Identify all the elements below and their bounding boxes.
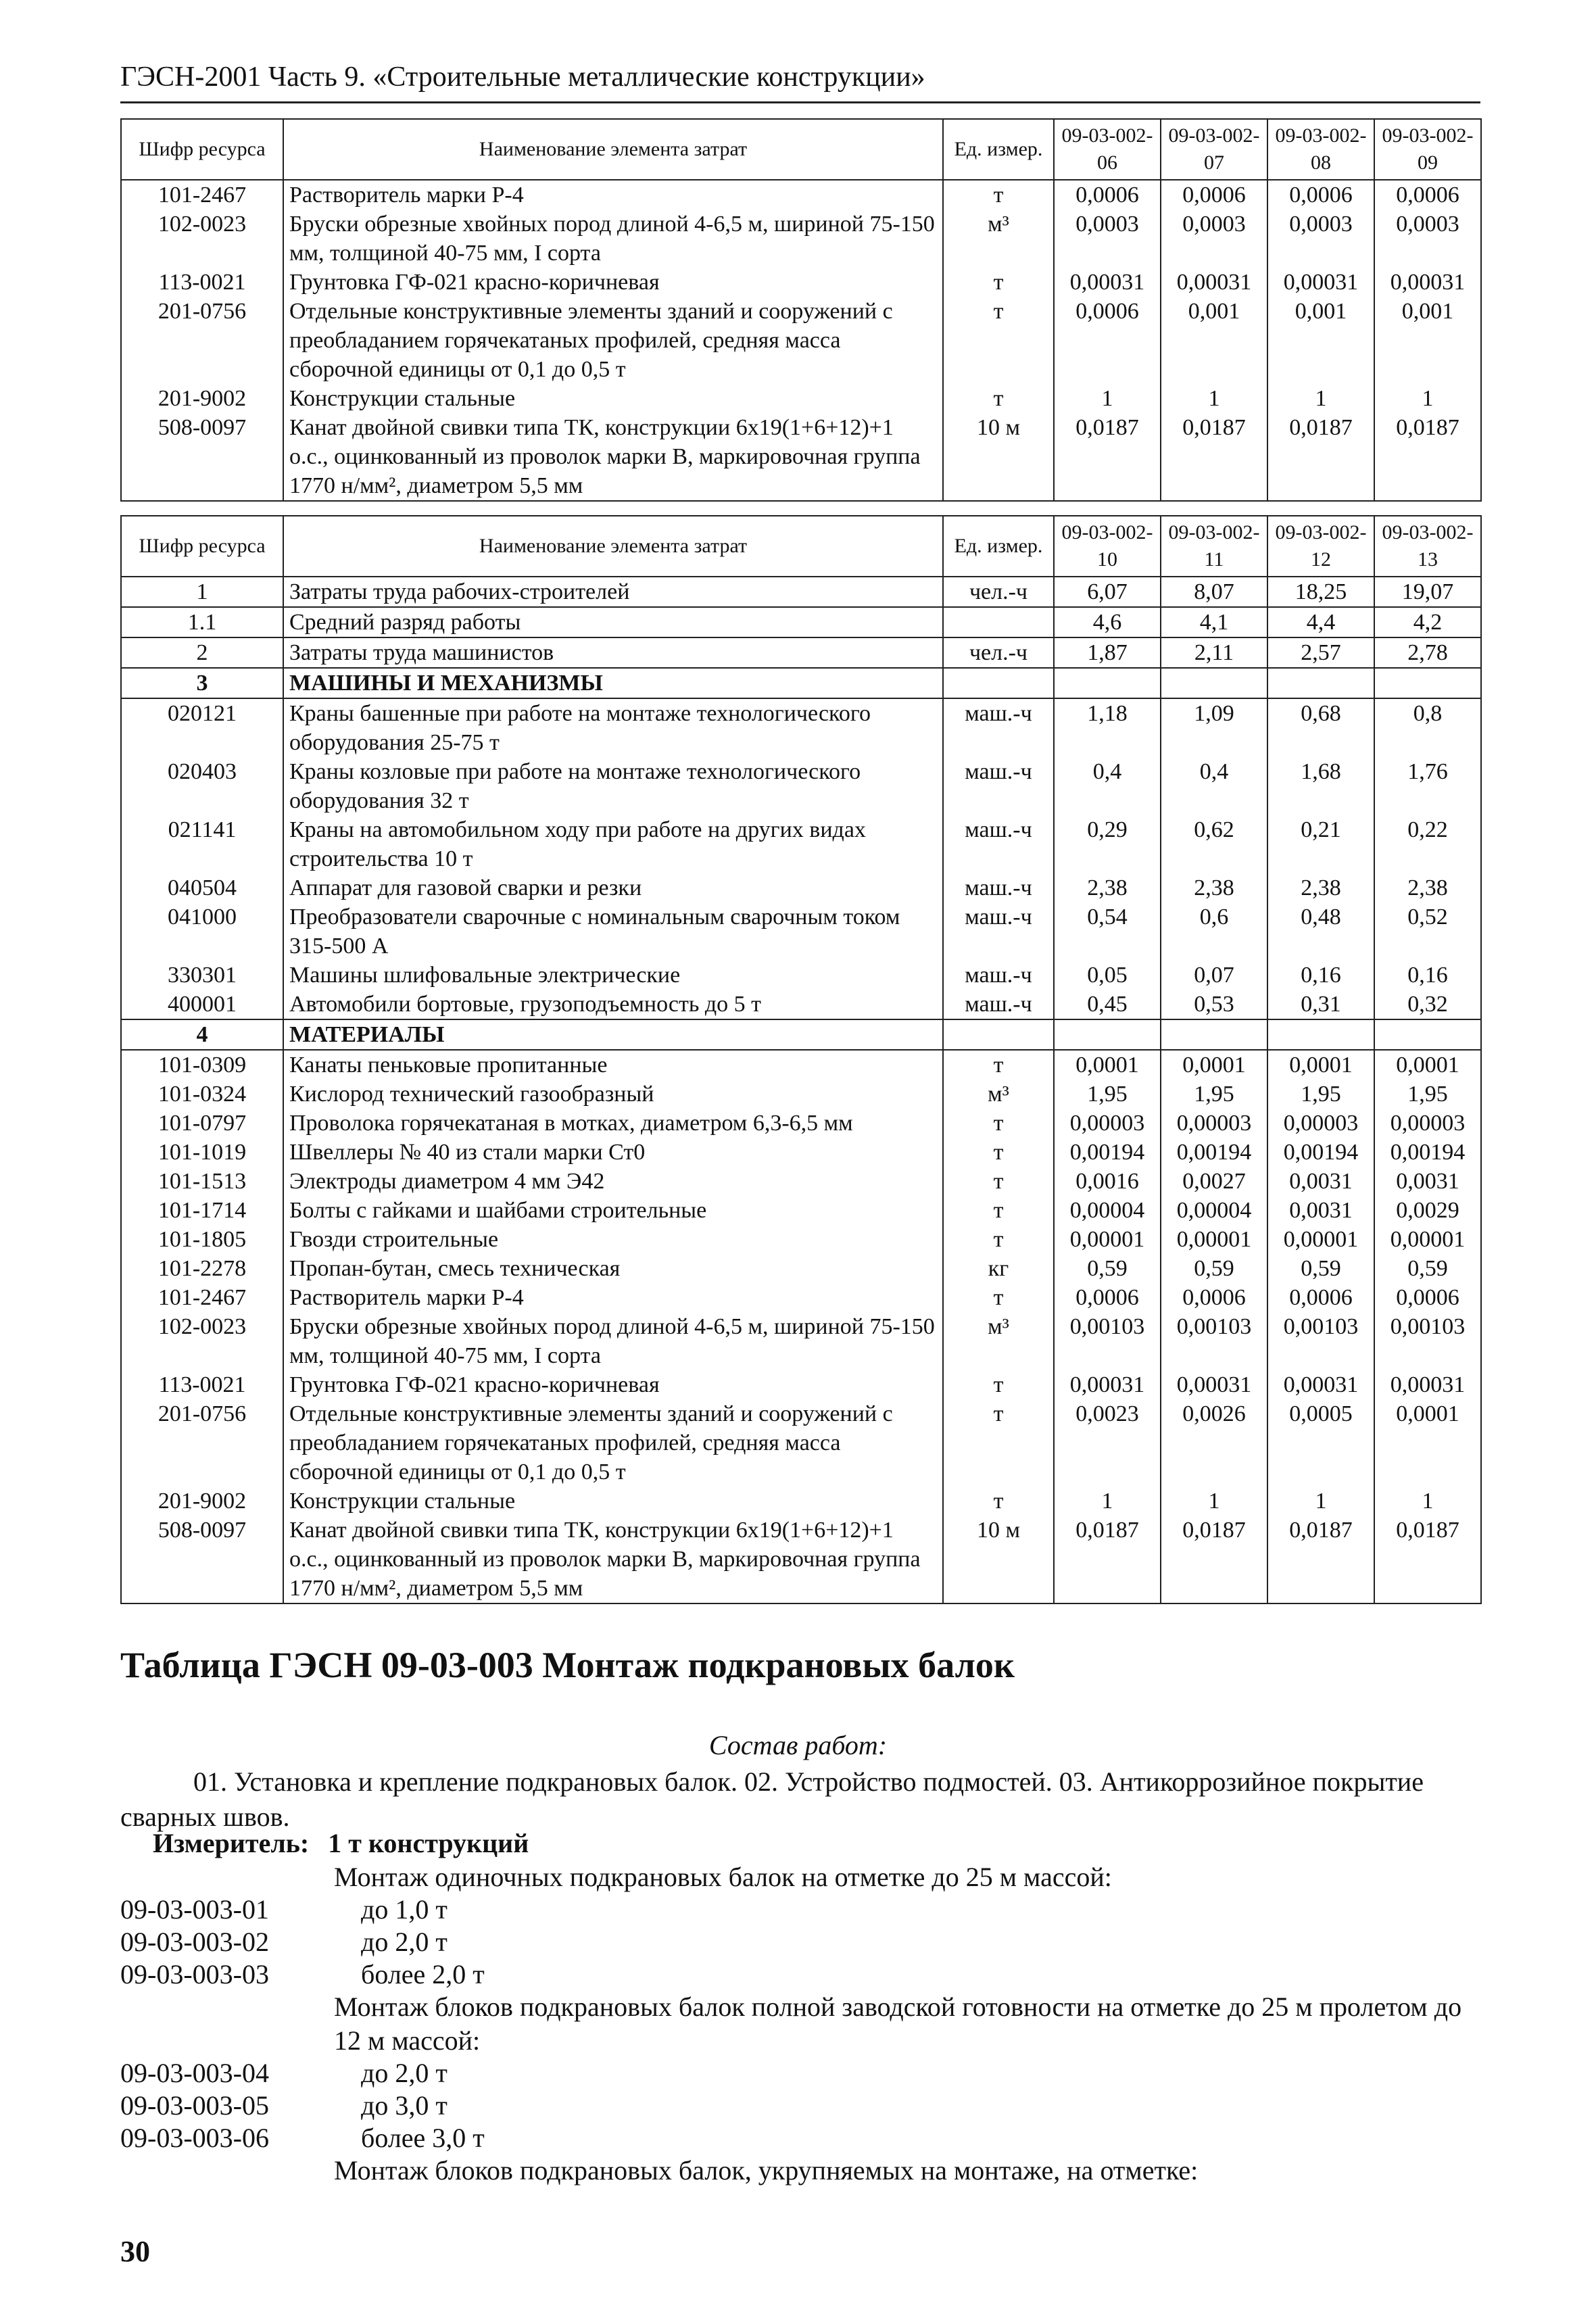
value-cell: 1 [1054, 384, 1161, 413]
unit-cell: маш.-ч [943, 990, 1054, 1019]
header-norm-code: 09-03-002-11 [1161, 516, 1267, 577]
value-cell: 0,00031 [1054, 268, 1161, 297]
resource-code: 101-0309 [121, 1050, 283, 1080]
value-cell: 0,8 [1374, 698, 1481, 757]
resource-code: 330301 [121, 961, 283, 990]
value-cell: 0,0006 [1054, 180, 1161, 210]
cost-element-name: Средний разряд работы [283, 607, 943, 637]
resource-code: 400001 [121, 990, 283, 1019]
resource-code: 101-1805 [121, 1225, 283, 1254]
value-cell: 2,38 [1054, 873, 1161, 902]
resource-code: 041000 [121, 902, 283, 961]
table-row [121, 297, 1481, 384]
unit-cell: маш.-ч [943, 698, 1054, 757]
value-cell: 0,0006 [1161, 1283, 1267, 1312]
value-cell: 1 [1374, 384, 1481, 413]
group-title: Монтаж одиночных подкрановых балок на отметке до 25 м массой: [334, 1862, 1112, 1892]
value-cell: 0,00103 [1054, 1312, 1161, 1370]
value-cell: 0,0016 [1054, 1167, 1161, 1196]
value-cell: 0,0001 [1374, 1399, 1481, 1487]
cost-element-name: Растворитель марки Р-4 [283, 1283, 943, 1312]
value-cell: 0,00031 [1267, 268, 1374, 297]
value-cell [1374, 668, 1481, 698]
value-cell: 0,00001 [1054, 1225, 1161, 1254]
composition-text: 01. Установка и крепление подкрановых балок. 02. Устройство подмостей. 03. Антикоррозийное покрытие сварных швов. [120, 1766, 1424, 1832]
cost-element-name: Канат двойной свивки типа ТК, конструкции 6х19(1+6+12)+1 о.с., оцинкованный из проволок марки В, маркировочная группа 1770 н/мм², диаметром 5,5 мм [283, 1516, 943, 1603]
value-cell: 0,0031 [1267, 1167, 1374, 1196]
value-cell: 0,00194 [1374, 1138, 1481, 1167]
resource-table-02-06-09 [120, 118, 1482, 502]
value-cell: 0,00003 [1161, 1109, 1267, 1138]
table-row [121, 1019, 1481, 1050]
norm-description: более 2,0 т [361, 1959, 485, 1989]
cost-element-name: Преобразователи сварочные с номинальным сварочным током 315-500 А [283, 902, 943, 961]
cost-element-name: Болты с гайками и шайбами строительные [283, 1196, 943, 1225]
value-cell [1267, 1019, 1374, 1050]
table-row [121, 990, 1481, 1019]
value-cell: 2,78 [1374, 637, 1481, 668]
unit-cell [943, 1019, 1054, 1050]
value-cell: 0,0001 [1374, 1050, 1481, 1080]
value-cell: 0,45 [1054, 990, 1161, 1019]
table-row [121, 1138, 1481, 1167]
table-row [121, 1109, 1481, 1138]
value-cell: 8,07 [1161, 577, 1267, 607]
cost-element-name: Затраты труда рабочих-строителей [283, 577, 943, 607]
value-cell: 0,59 [1161, 1254, 1267, 1283]
value-cell [1267, 668, 1374, 698]
table-row [121, 1370, 1481, 1399]
norm-description: более 3,0 т [361, 2123, 485, 2153]
table-row [121, 698, 1481, 757]
value-cell: 0,0001 [1267, 1050, 1374, 1080]
value-cell: 0,00001 [1374, 1225, 1481, 1254]
value-cell: 0,0001 [1161, 1050, 1267, 1080]
unit-cell: 10 м [943, 413, 1054, 501]
value-cell: 4,2 [1374, 607, 1481, 637]
cost-element-name: Пропан-бутан, смесь техническая [283, 1254, 943, 1283]
value-cell: 1,95 [1374, 1080, 1481, 1109]
cost-element-name: Кислород технический газообразный [283, 1080, 943, 1109]
value-cell: 0,00001 [1161, 1225, 1267, 1254]
header-norm-code: 09-03-002-07 [1161, 119, 1267, 180]
resource-code: 1.1 [121, 607, 283, 637]
value-cell: 1,09 [1161, 698, 1267, 757]
table-row [121, 1312, 1481, 1370]
unit-cell: т [943, 1109, 1054, 1138]
resource-code: 101-2278 [121, 1254, 283, 1283]
value-cell: 2,38 [1374, 873, 1481, 902]
composition-heading: Состав работ: [708, 1730, 888, 1760]
table-row [121, 1254, 1481, 1283]
value-cell: 0,0006 [1374, 180, 1481, 210]
value-cell: 1 [1161, 1487, 1267, 1516]
cost-element-name: Грунтовка ГФ-021 красно-коричневая [283, 1370, 943, 1399]
table-row [121, 268, 1481, 297]
table-row [121, 210, 1481, 268]
value-cell: 0,0031 [1267, 1196, 1374, 1225]
value-cell: 0,0023 [1054, 1399, 1161, 1487]
cost-element-name: Аппарат для газовой сварки и резки [283, 873, 943, 902]
value-cell: 1,95 [1267, 1080, 1374, 1109]
table-row [121, 384, 1481, 413]
table-row [121, 607, 1481, 637]
norm-code: 09-03-003-06 [120, 2123, 269, 2153]
value-cell: 0,00031 [1374, 1370, 1481, 1399]
resource-code: 101-1019 [121, 1138, 283, 1167]
value-cell: 0,0003 [1161, 210, 1267, 268]
resource-code: 508-0097 [121, 413, 283, 501]
norm-code: 09-03-003-02 [120, 1927, 269, 1957]
value-cell: 0,22 [1374, 815, 1481, 873]
value-cell: 0,00031 [1374, 268, 1481, 297]
unit-cell: т [943, 1399, 1054, 1487]
resource-code: 020121 [121, 698, 283, 757]
cost-element-name: Затраты труда машинистов [283, 637, 943, 668]
header-resource-code: Шифр ресурса [121, 119, 283, 180]
table-row [121, 413, 1481, 501]
value-cell: 0,52 [1374, 902, 1481, 961]
value-cell: 0,00103 [1161, 1312, 1267, 1370]
resource-code: 201-9002 [121, 1487, 283, 1516]
value-cell: 0,0006 [1054, 1283, 1161, 1312]
value-cell: 0,00001 [1267, 1225, 1374, 1254]
group-title: Монтаж блоков подкрановых балок, укрупняемых на монтаже, на отметке: [334, 2155, 1199, 2186]
unit-cell: м³ [943, 210, 1054, 268]
resource-code: 102-0023 [121, 210, 283, 268]
cost-element-name: Бруски обрезные хвойных пород длиной 4-6,5 м, шириной 75-150 мм, толщиной 40-75 мм, I сорта [283, 1312, 943, 1370]
cost-element-name: Швеллеры № 40 из стали марки Ст0 [283, 1138, 943, 1167]
header-norm-code: 09-03-002-13 [1374, 516, 1481, 577]
value-cell: 0,00003 [1054, 1109, 1161, 1138]
value-cell [1161, 1019, 1267, 1050]
cost-element-name: Отдельные конструктивные элементы зданий и сооружений с преобладанием горячекатаных профилей, средняя масса сборочной единицы от 0,1 до 0,5 т [283, 1399, 943, 1487]
value-cell: 0,0031 [1374, 1167, 1481, 1196]
resource-code: 201-0756 [121, 1399, 283, 1487]
value-cell: 1 [1267, 1487, 1374, 1516]
resource-code: 2 [121, 637, 283, 668]
value-cell: 0,0003 [1374, 210, 1481, 268]
value-cell: 0,6 [1161, 902, 1267, 961]
header-resource-code: Шифр ресурса [121, 516, 283, 577]
table-row [121, 815, 1481, 873]
resource-code: 4 [121, 1019, 283, 1050]
value-cell: 0,0187 [1374, 1516, 1481, 1603]
header-norm-code: 09-03-002-12 [1267, 516, 1374, 577]
value-cell: 1,68 [1267, 757, 1374, 815]
value-cell: 19,07 [1374, 577, 1481, 607]
resource-code: 201-0756 [121, 297, 283, 384]
resource-code: 101-2467 [121, 1283, 283, 1312]
header-unit: Ед. измер. [943, 119, 1054, 180]
cost-element-name: Конструкции стальные [283, 384, 943, 413]
unit-cell: т [943, 384, 1054, 413]
value-cell: 4,4 [1267, 607, 1374, 637]
header-norm-code: 09-03-002-08 [1267, 119, 1374, 180]
unit-cell: т [943, 1370, 1054, 1399]
group-title: Монтаж блоков подкрановых балок полной заводской готовности на отметке до 25 м пролетом до 12 м массой: [334, 1992, 1462, 2056]
value-cell: 2,38 [1267, 873, 1374, 902]
value-cell: 0,29 [1054, 815, 1161, 873]
resource-code: 020403 [121, 757, 283, 815]
cost-element-name: МАТЕРИАЛЫ [283, 1019, 943, 1050]
value-cell: 0,07 [1161, 961, 1267, 990]
norm-code: 09-03-003-05 [120, 2090, 269, 2121]
header-cost-element: Наименование элемента затрат [283, 119, 943, 180]
cost-element-name: Отдельные конструктивные элементы зданий и сооружений с преобладанием горячекатаных профилей, средняя масса сборочной единицы от 0,1 до 0,5 т [283, 297, 943, 384]
value-cell: 0,0003 [1054, 210, 1161, 268]
value-cell: 0,62 [1161, 815, 1267, 873]
unit-cell: т [943, 1283, 1054, 1312]
unit-cell: т [943, 1487, 1054, 1516]
table-header-row [121, 516, 1481, 577]
meter [153, 1827, 529, 1860]
cost-element-name: Растворитель марки Р-4 [283, 180, 943, 210]
table-row [121, 1399, 1481, 1487]
cost-element-name: Канаты пеньковые пропитанные [283, 1050, 943, 1080]
value-cell: 0,001 [1374, 297, 1481, 384]
value-cell: 0,4 [1054, 757, 1161, 815]
value-cell: 0,16 [1267, 961, 1374, 990]
value-cell: 0,0006 [1374, 1283, 1481, 1312]
value-cell: 0,53 [1161, 990, 1267, 1019]
value-cell: 6,07 [1054, 577, 1161, 607]
table-row [121, 1080, 1481, 1109]
value-cell: 0,00003 [1374, 1109, 1481, 1138]
table-row [121, 961, 1481, 990]
page-header: ГЭСН-2001 Часть 9. «Строительные металлические конструкции» [120, 59, 1480, 103]
resource-code: 113-0021 [121, 268, 283, 297]
value-cell: 0,48 [1267, 902, 1374, 961]
value-cell: 18,25 [1267, 577, 1374, 607]
value-cell: 0,0026 [1161, 1399, 1267, 1487]
resource-code: 1 [121, 577, 283, 607]
value-cell: 0,0187 [1374, 413, 1481, 501]
unit-cell: чел.-ч [943, 577, 1054, 607]
unit-cell: т [943, 1225, 1054, 1254]
value-cell: 1,95 [1054, 1080, 1161, 1109]
table-row [121, 1283, 1481, 1312]
unit-cell: т [943, 1050, 1054, 1080]
table-row [121, 902, 1481, 961]
unit-cell: т [943, 1196, 1054, 1225]
value-cell: 0,32 [1374, 990, 1481, 1019]
value-cell: 0,54 [1054, 902, 1161, 961]
cost-element-name: Краны на автомобильном ходу при работе на других видах строительства 10 т [283, 815, 943, 873]
value-cell: 4,6 [1054, 607, 1161, 637]
value-cell: 1 [1054, 1487, 1161, 1516]
value-cell: 1 [1374, 1487, 1481, 1516]
resource-code: 3 [121, 668, 283, 698]
cost-element-name: Бруски обрезные хвойных пород длиной 4-6,5 м, шириной 75-150 мм, толщиной 40-75 мм, I сорта [283, 210, 943, 268]
value-cell: 0,0006 [1161, 180, 1267, 210]
norm-description: до 2,0 т [361, 2058, 448, 2088]
value-cell: 1,87 [1054, 637, 1161, 668]
value-cell: 0,16 [1374, 961, 1481, 990]
unit-cell: 10 м [943, 1516, 1054, 1603]
table-row [121, 668, 1481, 698]
value-cell: 0,00103 [1267, 1312, 1374, 1370]
value-cell: 0,0029 [1374, 1196, 1481, 1225]
unit-cell: т [943, 180, 1054, 210]
table-row [121, 1167, 1481, 1196]
value-cell: 0,0187 [1054, 1516, 1161, 1603]
cost-element-name: Краны козловые при работе на монтаже технологического оборудования 32 т [283, 757, 943, 815]
unit-cell: маш.-ч [943, 961, 1054, 990]
value-cell: 0,68 [1267, 698, 1374, 757]
value-cell [1054, 1019, 1161, 1050]
unit-cell: маш.-ч [943, 873, 1054, 902]
meter-label: Измеритель: [153, 1828, 310, 1858]
value-cell: 0,0006 [1267, 180, 1374, 210]
resource-code: 101-1513 [121, 1167, 283, 1196]
value-cell: 0,31 [1267, 990, 1374, 1019]
header-norm-code: 09-03-002-10 [1054, 516, 1161, 577]
table-row [121, 873, 1481, 902]
resource-code: 101-0797 [121, 1109, 283, 1138]
value-cell: 0,0187 [1161, 1516, 1267, 1603]
norm-description: до 1,0 т [361, 1894, 448, 1925]
value-cell: 0,0187 [1267, 413, 1374, 501]
unit-cell: кг [943, 1254, 1054, 1283]
table-row [121, 1516, 1481, 1603]
unit-cell: м³ [943, 1080, 1054, 1109]
header-norm-code: 09-03-002-09 [1374, 119, 1481, 180]
value-cell: 0,0187 [1267, 1516, 1374, 1603]
value-cell: 0,001 [1161, 297, 1267, 384]
unit-cell: м³ [943, 1312, 1054, 1370]
cost-element-name: Проволока горячекатаная в мотках, диаметром 6,3-6,5 мм [283, 1109, 943, 1138]
value-cell: 0,00004 [1161, 1196, 1267, 1225]
table-row [121, 637, 1481, 668]
cost-element-name: МАШИНЫ И МЕХАНИЗМЫ [283, 668, 943, 698]
table-row [121, 1487, 1481, 1516]
table-row [121, 1050, 1481, 1080]
resource-code: 101-1714 [121, 1196, 283, 1225]
cost-element-name: Грунтовка ГФ-021 красно-коричневая [283, 268, 943, 297]
value-cell [1054, 668, 1161, 698]
cost-element-name: Канат двойной свивки типа ТК, конструкции 6х19(1+6+12)+1 о.с., оцинкованный из проволок марки В, маркировочная группа 1770 н/мм², диаметром 5,5 мм [283, 413, 943, 501]
value-cell: 2,57 [1267, 637, 1374, 668]
unit-cell: т [943, 1138, 1054, 1167]
unit-cell: т [943, 1167, 1054, 1196]
value-cell: 0,0005 [1267, 1399, 1374, 1487]
value-cell: 0,00103 [1374, 1312, 1481, 1370]
resource-code: 113-0021 [121, 1370, 283, 1399]
cost-element-name: Автомобили бортовые, грузоподъемность до 5 т [283, 990, 943, 1019]
header-cost-element: Наименование элемента затрат [283, 516, 943, 577]
unit-cell: маш.-ч [943, 815, 1054, 873]
resource-code: 102-0023 [121, 1312, 283, 1370]
unit-cell: т [943, 297, 1054, 384]
unit-cell: маш.-ч [943, 757, 1054, 815]
norm-description: до 2,0 т [361, 1927, 448, 1957]
cost-element-name: Краны башенные при работе на монтаже технологического оборудования 25-75 т [283, 698, 943, 757]
value-cell: 0,59 [1267, 1254, 1374, 1283]
value-cell: 0,05 [1054, 961, 1161, 990]
norm-code: 09-03-003-03 [120, 1959, 269, 1989]
value-cell: 0,59 [1374, 1254, 1481, 1283]
value-cell: 2,38 [1161, 873, 1267, 902]
resource-code: 508-0097 [121, 1516, 283, 1603]
value-cell: 0,00194 [1267, 1138, 1374, 1167]
value-cell: 0,00031 [1161, 1370, 1267, 1399]
value-cell: 0,4 [1161, 757, 1267, 815]
cost-element-name: Конструкции стальные [283, 1487, 943, 1516]
value-cell: 0,00194 [1161, 1138, 1267, 1167]
norm-code: 09-03-003-04 [120, 2058, 269, 2088]
value-cell [1161, 668, 1267, 698]
section-title: Таблица ГЭСН 09-03-003 Монтаж подкрановых балок [120, 1645, 1015, 1685]
table-header-row [121, 119, 1481, 180]
value-cell: 0,59 [1054, 1254, 1161, 1283]
resource-code: 040504 [121, 873, 283, 902]
value-cell: 1,76 [1374, 757, 1481, 815]
value-cell: 0,00031 [1054, 1370, 1161, 1399]
unit-cell [943, 607, 1054, 637]
value-cell: 4,1 [1161, 607, 1267, 637]
table-row [121, 577, 1481, 607]
norm-description: до 3,0 т [361, 2090, 448, 2121]
resource-code: 201-9002 [121, 384, 283, 413]
norm-code: 09-03-003-01 [120, 1894, 269, 1925]
value-cell: 2,11 [1161, 637, 1267, 668]
value-cell: 0,00194 [1054, 1138, 1161, 1167]
unit-cell: чел.-ч [943, 637, 1054, 668]
table-row [121, 757, 1481, 815]
resource-table-02-10-13 [120, 515, 1482, 1604]
value-cell: 1 [1161, 384, 1267, 413]
header-norm-code: 09-03-002-06 [1054, 119, 1161, 180]
value-cell: 0,0187 [1054, 413, 1161, 501]
cost-element-name: Гвозди строительные [283, 1225, 943, 1254]
table-row [121, 1196, 1481, 1225]
resource-code: 101-0324 [121, 1080, 283, 1109]
unit-cell: маш.-ч [943, 902, 1054, 961]
value-cell: 0,00031 [1267, 1370, 1374, 1399]
value-cell: 0,0003 [1267, 210, 1374, 268]
value-cell: 1,95 [1161, 1080, 1267, 1109]
value-cell: 0,00031 [1161, 268, 1267, 297]
table-row [121, 180, 1481, 210]
value-cell: 1 [1267, 384, 1374, 413]
cost-element-name: Машины шлифовальные электрические [283, 961, 943, 990]
value-cell: 0,0006 [1267, 1283, 1374, 1312]
meter-value: 1 т конструкций [328, 1828, 529, 1858]
resource-code: 021141 [121, 815, 283, 873]
value-cell: 0,00003 [1267, 1109, 1374, 1138]
unit-cell [943, 668, 1054, 698]
value-cell: 0,21 [1267, 815, 1374, 873]
value-cell: 0,0027 [1161, 1167, 1267, 1196]
value-cell: 0,0001 [1054, 1050, 1161, 1080]
cost-element-name: Электроды диаметром 4 мм Э42 [283, 1167, 943, 1196]
value-cell [1374, 1019, 1481, 1050]
value-cell: 0,0006 [1054, 297, 1161, 384]
page-number: 30 [120, 2235, 150, 2268]
value-cell: 0,00004 [1054, 1196, 1161, 1225]
resource-code: 101-2467 [121, 180, 283, 210]
unit-cell: т [943, 268, 1054, 297]
value-cell: 1,18 [1054, 698, 1161, 757]
header-unit: Ед. измер. [943, 516, 1054, 577]
table-row [121, 1225, 1481, 1254]
value-cell: 0,0187 [1161, 413, 1267, 501]
value-cell: 0,001 [1267, 297, 1374, 384]
